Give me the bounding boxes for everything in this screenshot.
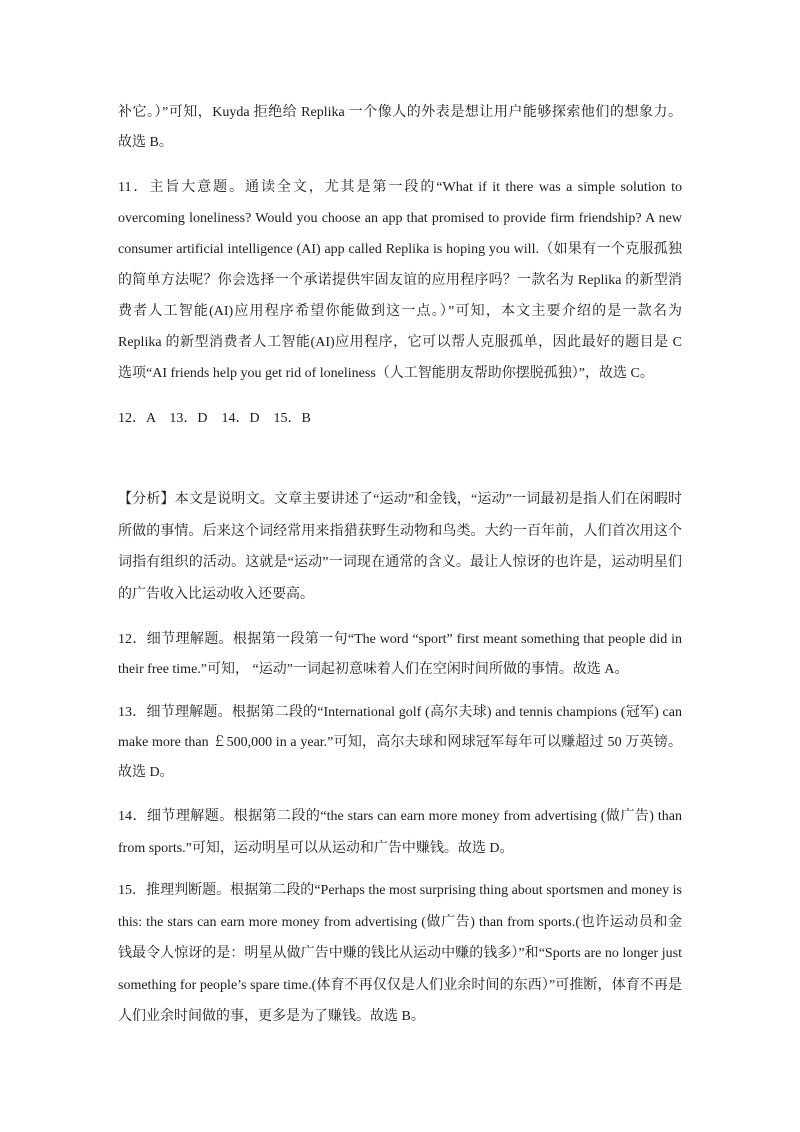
q14-explanation	[118, 801, 682, 865]
text-line: 选项“AI friends help you get rid of loneliness（人工智能朋友帮助你摆脱孤独）”，故选 C。	[118, 365, 654, 381]
text-line: make more than ￡500,000 in a year.”可知，高尔夫球和网球冠军每年可以赚超过 50 万英镑。	[118, 735, 682, 750]
q12-explanation	[118, 625, 682, 685]
text-line: Replika 的新型消费者人工智能(AI)应用程序，它可以帮人克服孤单，因此最好的题目是 C	[118, 334, 682, 350]
text-line: 【分析】本文是说明文。文章主要讲述了“运动”和金钱，“运动”一词最初是指人们在闲暇时	[118, 492, 682, 507]
text-line: 12．A 13．D 14．D 15．B	[118, 410, 311, 426]
text-line: 人们业余时间做的事，更多是为了赚钱。故选 B。	[118, 1009, 425, 1024]
text-line: 故选 B。	[118, 135, 173, 150]
text-line: overcoming loneliness? Would you choose an app that promised to provide firm friendship? A new	[118, 210, 682, 226]
text-line: 14．细节理解题。根据第二段的“the stars can earn more money from advertising (做广告) than	[118, 809, 682, 824]
text-line: 11．主旨大意题。通读全文，尤其是第一段的“What if it there was a simple solution to	[118, 179, 682, 195]
text-line: 13．细节理解题。根据第二段的“International golf (高尔夫球) and tennis champions (冠军) can	[118, 705, 682, 720]
text-line: 所做的事情。后来这个词经常用来指猎获野生动物和鸟类。大约一百年前，人们首次用这个	[118, 523, 682, 539]
q13-explanation	[118, 698, 682, 788]
text-line: 的简单方法呢？你会选择一个承诺提供牢固友谊的应用程序吗？一款名为 Replika 的新型消	[118, 272, 682, 288]
text-line: this: the stars can earn more money from advertising (做广告) than from sports.(也许运动员和金	[118, 914, 682, 930]
text-line: 补它。）”可知，Kuyda 拒绝给 Replika 一个像人的外表是想让用户能够探索他们的想象力。	[118, 105, 682, 120]
text-line: something for people’s spare time.(体育不再仅仅是人们业余时间的东西）”可推断，体育不再是	[118, 977, 682, 993]
q15-explanation	[118, 875, 682, 1033]
text-line: 故选 D。	[118, 765, 174, 780]
text-line: 12．细节理解题。根据第一段第一句“The word “sport” first meant something that people did in	[118, 632, 682, 647]
text-line: 词指有组织的活动。这就是“运动”一词现在通常的含义。最让人惊讶的也许是，运动明星们	[118, 555, 682, 570]
q10-explanation-continuation	[118, 98, 682, 158]
text-line: 钱最令人惊讶的是：明星从做广告中赚的钱比从运动中赚的钱多）”和“Sports are no longer just	[118, 946, 682, 961]
text-line: 费者人工智能(AI)应用程序希望你能做到这一点。）”可知，本文主要介绍的是一款名为	[118, 303, 682, 319]
text-line: 的广告收入比运动收入还要高。	[118, 586, 314, 602]
text-line: from sports.”可知，运动明星可以从运动和广告中赚钱。故选 D。	[118, 841, 514, 856]
text-line: 15．推理判断题。根据第二段的“Perhaps the most surprising thing about sportsmen and money is	[118, 883, 682, 898]
text-line: their free time.”可知， “运动”一词起初意味着人们在空闲时间所做的事情。故选 A。	[118, 662, 629, 677]
passage-analysis	[118, 484, 682, 610]
q11-explanation	[118, 172, 682, 389]
answer-key	[118, 403, 682, 434]
text-line: consumer artificial intelligence (AI) app called Replika is hoping you will.（如果有一个克服孤独	[118, 241, 682, 257]
